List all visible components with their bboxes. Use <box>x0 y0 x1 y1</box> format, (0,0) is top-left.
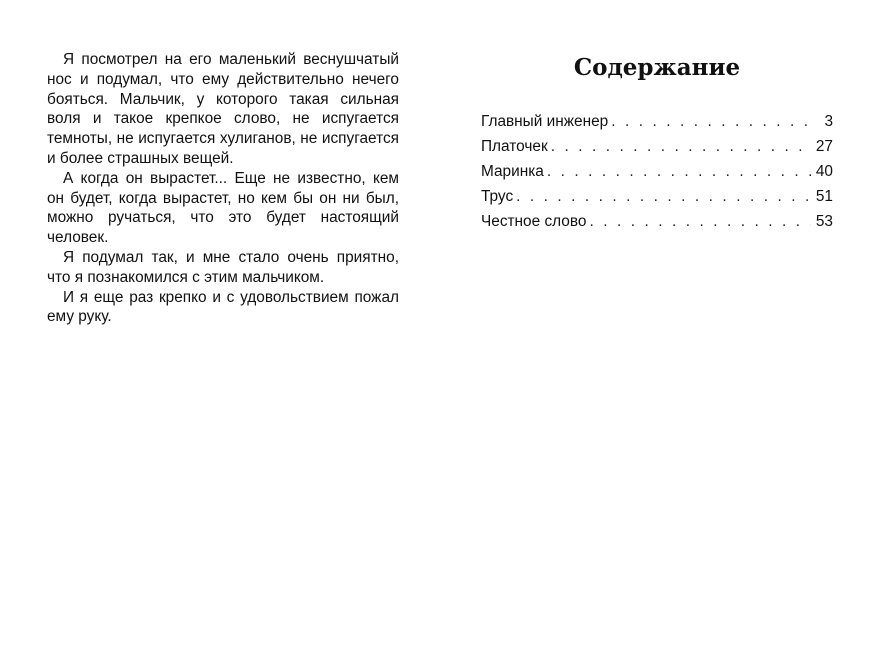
toc-title: Содержание <box>573 54 741 81</box>
toc-entry-platochek[interactable] <box>481 134 833 159</box>
toc-dot-leader <box>551 134 811 159</box>
toc-entry-page: 51 <box>815 188 833 205</box>
toc-dot-leader <box>516 184 811 209</box>
toc-entry-label: Трус <box>481 188 514 205</box>
toc-dot-leader <box>589 209 811 234</box>
toc-dot-leader <box>611 109 811 134</box>
paragraph-4: И я еще раз крепко и с удовольствием пожал ему руку. <box>47 288 399 326</box>
toc-entry-chestnoe-slovo[interactable] <box>481 209 833 234</box>
paragraph-1: Я посмотрел на его маленький веснушчатый нос и подумал, что ему действительно нечего бояться. Мальчик, у которого такая сильная воля и такое крепкое слово, не испугается темноты, не испугается хулиганов, не испугается и более страшных вещей. <box>47 51 399 167</box>
toc-entry-trus[interactable] <box>481 184 833 209</box>
table-of-contents-page <box>481 52 833 234</box>
toc-entry-label: Платочек <box>481 138 548 155</box>
toc-entry-label: Главный инженер <box>481 113 609 130</box>
toc-entry-label: Честное слово <box>481 213 587 230</box>
left-page-text <box>47 50 399 327</box>
toc-entry-page: 3 <box>824 113 833 130</box>
toc-entry-page: 53 <box>815 213 833 230</box>
toc-list <box>481 109 833 234</box>
toc-entry-glavny-inzhener[interactable] <box>481 109 833 134</box>
toc-entry-label: Маринка <box>481 163 544 180</box>
toc-entry-page: 27 <box>815 138 833 155</box>
paragraph-3: Я подумал так, и мне стало очень приятно, что я познакомился с этим мальчиком. <box>47 248 399 286</box>
toc-entry-page: 40 <box>815 163 833 180</box>
toc-entry-marinka[interactable] <box>481 159 833 184</box>
paragraph-2: А когда он вырастет... Еще не известно, кем он будет, когда вырастет, но кем бы он ни был, можно ручаться, что это будет настоящий человек. <box>47 169 399 247</box>
toc-dot-leader <box>547 159 811 184</box>
